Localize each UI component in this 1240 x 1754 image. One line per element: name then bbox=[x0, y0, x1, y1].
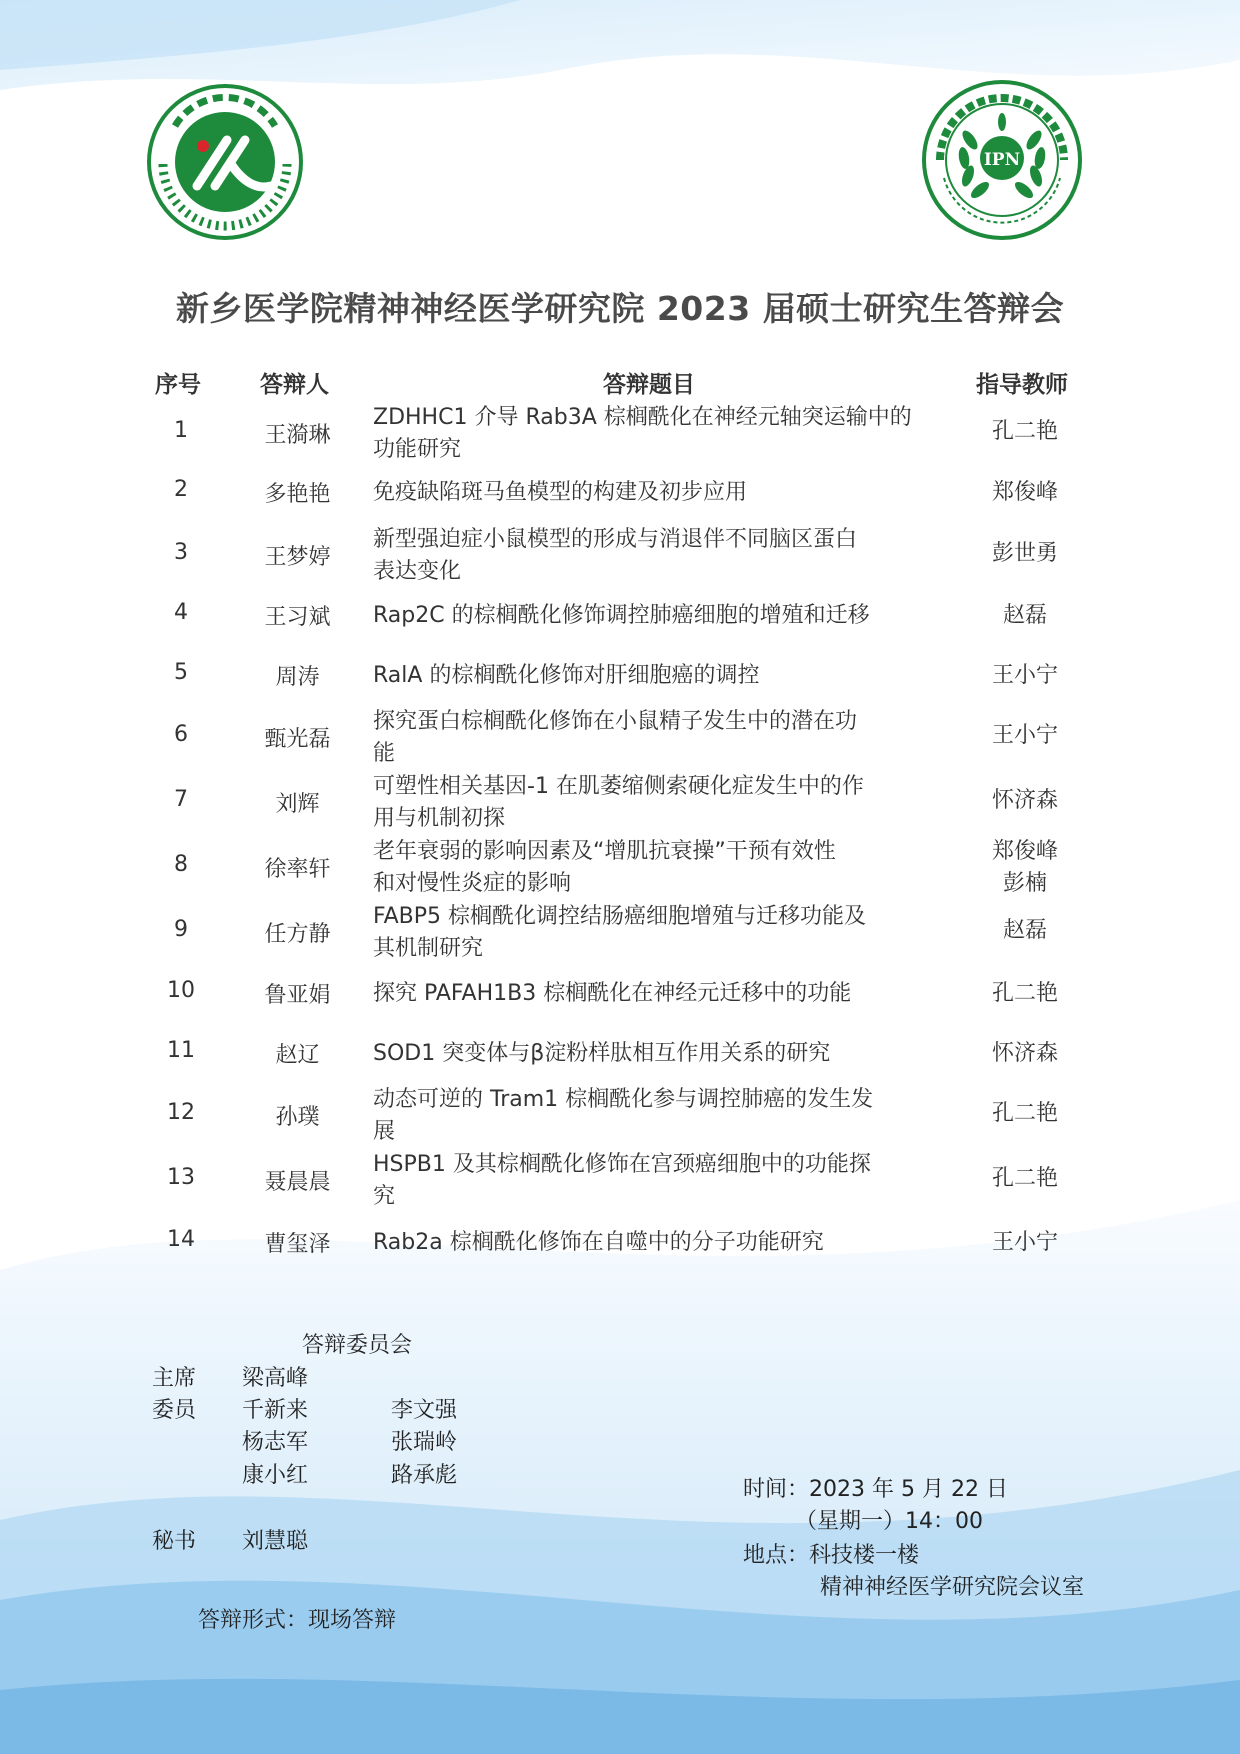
topic-line: 探究 PAFAH1B3 棕榈酰化在神经元迁移中的功能 bbox=[373, 981, 852, 1006]
topic-line: 可塑性相关基因-1 在肌萎缩侧索硬化症发生中的作 bbox=[373, 774, 864, 799]
row-advisor bbox=[960, 660, 1090, 692]
advisor-line: 王小宁 bbox=[991, 663, 1058, 688]
row-topic bbox=[373, 978, 943, 1010]
row-no: 7 bbox=[174, 787, 188, 812]
row-name: 刘辉 bbox=[275, 792, 320, 817]
topic-line: 能 bbox=[373, 741, 396, 766]
topic-line: 表达变化 bbox=[373, 559, 462, 584]
advisor-line: 孔二艳 bbox=[991, 981, 1058, 1006]
advisor-line: 彭楠 bbox=[1002, 871, 1047, 896]
row-no: 14 bbox=[167, 1227, 195, 1252]
topic-line: 免疫缺陷斑马鱼模型的构建及初步应用 bbox=[373, 480, 748, 505]
row-name: 王习斌 bbox=[264, 605, 331, 630]
event-place: 地点：科技楼一楼 bbox=[743, 1543, 920, 1568]
row-topic bbox=[373, 600, 943, 632]
member-name: 杨志军 bbox=[242, 1430, 309, 1455]
secretary-name: 刘慧聪 bbox=[242, 1529, 309, 1554]
row-no: 2 bbox=[174, 477, 188, 502]
topic-line: 用与机制初探 bbox=[373, 806, 506, 831]
header-name: 答辩人 bbox=[260, 372, 329, 398]
row-no: 4 bbox=[174, 600, 188, 625]
row-advisor bbox=[960, 600, 1090, 632]
row-no: 6 bbox=[174, 722, 188, 747]
chair-name: 梁高峰 bbox=[242, 1366, 309, 1391]
topic-line: 动态可逆的 Tram1 棕榈酰化参与调控肺癌的发生发 bbox=[373, 1087, 874, 1112]
row-name: 徐率轩 bbox=[264, 857, 331, 882]
chair-label: 主席 bbox=[152, 1366, 197, 1391]
row-topic bbox=[373, 1038, 943, 1070]
row-topic bbox=[373, 836, 943, 900]
topic-line: RalA 的棕榈酰化修饰对肝细胞癌的调控 bbox=[373, 663, 760, 688]
row-topic bbox=[373, 477, 943, 509]
advisor-line: 王小宁 bbox=[991, 723, 1058, 748]
page-title: 新乡医学院精神神经医学研究院 2023 届硕士研究生答辩会 bbox=[175, 289, 1065, 328]
topic-line: ZDHHC1 介导 Rab3A 棕榈酰化在神经元轴突运输中的 bbox=[373, 405, 912, 430]
member-name: 路承彪 bbox=[391, 1463, 458, 1488]
row-topic bbox=[373, 524, 943, 588]
row-name: 多艳艳 bbox=[264, 482, 331, 507]
topic-line: SOD1 突变体与β淀粉样肽相互作用关系的研究 bbox=[373, 1041, 831, 1066]
row-advisor bbox=[960, 978, 1090, 1010]
row-name: 孙璞 bbox=[275, 1105, 320, 1130]
topic-line: 展 bbox=[373, 1119, 396, 1144]
row-no: 3 bbox=[174, 540, 188, 565]
row-advisor bbox=[960, 416, 1090, 448]
topic-line: 老年衰弱的影响因素及“增肌抗衰操”干预有效性 bbox=[373, 839, 836, 864]
row-name: 甄光磊 bbox=[264, 727, 331, 752]
header-advisor: 指导教师 bbox=[976, 372, 1068, 398]
row-name: 赵辽 bbox=[275, 1043, 320, 1068]
row-name: 聂晨晨 bbox=[264, 1170, 331, 1195]
institute-of-psychiatry-and-neuroscience-logo bbox=[920, 78, 1085, 243]
row-topic bbox=[373, 1149, 943, 1213]
row-advisor bbox=[960, 1098, 1090, 1130]
event-time-weekday: （星期一）14：00 bbox=[795, 1509, 983, 1534]
row-advisor bbox=[960, 836, 1090, 900]
topic-line: Rap2C 的棕榈酰化修饰调控肺癌细胞的增殖和迁移 bbox=[373, 603, 870, 628]
header-no: 序号 bbox=[155, 372, 201, 398]
row-advisor bbox=[960, 1227, 1090, 1259]
advisor-line: 赵磊 bbox=[1002, 603, 1047, 628]
advisor-line: 王小宁 bbox=[991, 1230, 1058, 1255]
row-no: 12 bbox=[167, 1100, 195, 1125]
row-no: 1 bbox=[174, 418, 188, 443]
member-name: 康小红 bbox=[242, 1463, 309, 1488]
row-no: 9 bbox=[174, 917, 188, 942]
advisor-line: 彭世勇 bbox=[991, 541, 1058, 566]
row-advisor bbox=[960, 785, 1090, 817]
row-no: 10 bbox=[167, 978, 195, 1003]
row-name: 王漪琳 bbox=[264, 423, 331, 448]
topic-line: 其机制研究 bbox=[373, 936, 484, 961]
topic-line: 功能研究 bbox=[373, 437, 462, 462]
topic-line: 新型强迫症小鼠模型的形成与消退伴不同脑区蛋白 bbox=[373, 527, 858, 552]
row-topic bbox=[373, 771, 943, 835]
row-no: 8 bbox=[174, 852, 188, 877]
row-advisor bbox=[960, 477, 1090, 509]
row-no: 13 bbox=[167, 1165, 195, 1190]
member-name: 千新来 bbox=[242, 1398, 309, 1423]
row-no: 5 bbox=[174, 660, 188, 685]
topic-line: Rab2a 棕榈酰化修饰在自噬中的分子功能研究 bbox=[373, 1230, 824, 1255]
row-name: 鲁亚娟 bbox=[264, 983, 331, 1008]
advisor-line: 郑俊峰 bbox=[991, 839, 1058, 864]
topic-line: HSPB1 及其棕榈酰化修饰在宫颈癌细胞中的功能探 bbox=[373, 1152, 871, 1177]
row-name: 王梦婷 bbox=[264, 545, 331, 570]
row-name: 曹玺泽 bbox=[264, 1232, 331, 1257]
advisor-line: 孔二艳 bbox=[991, 419, 1058, 444]
event-place-room: 精神神经医学研究院会议室 bbox=[820, 1575, 1085, 1600]
row-topic bbox=[373, 660, 943, 692]
secretary-label: 秘书 bbox=[152, 1529, 197, 1554]
committee-heading: 答辩委员会 bbox=[302, 1333, 413, 1358]
row-topic bbox=[373, 1084, 943, 1148]
topic-line: 探究蛋白棕榈酰化修饰在小鼠精子发生中的潜在功 bbox=[373, 709, 858, 734]
row-advisor bbox=[960, 915, 1090, 947]
topic-line: 究 bbox=[373, 1184, 396, 1209]
defense-format: 答辩形式：现场答辩 bbox=[198, 1608, 397, 1633]
row-advisor bbox=[960, 538, 1090, 570]
ipn-text: IPN bbox=[983, 150, 1021, 170]
advisor-line: 孔二艳 bbox=[991, 1166, 1058, 1191]
xinxiang-medical-university-logo bbox=[145, 82, 305, 242]
row-advisor bbox=[960, 720, 1090, 752]
advisor-line: 怀济森 bbox=[991, 788, 1058, 813]
topic-line: 和对慢性炎症的影响 bbox=[373, 871, 572, 896]
advisor-line: 赵磊 bbox=[1002, 918, 1047, 943]
row-name: 任方静 bbox=[264, 922, 331, 947]
member-name: 张瑞岭 bbox=[391, 1430, 458, 1455]
row-topic bbox=[373, 706, 943, 770]
members-label: 委员 bbox=[152, 1398, 197, 1423]
advisor-line: 郑俊峰 bbox=[991, 480, 1058, 505]
row-advisor bbox=[960, 1163, 1090, 1195]
member-name: 李文强 bbox=[391, 1398, 458, 1423]
row-no: 11 bbox=[167, 1038, 195, 1063]
advisor-line: 孔二艳 bbox=[991, 1101, 1058, 1126]
row-topic bbox=[373, 1227, 943, 1259]
row-advisor bbox=[960, 1038, 1090, 1070]
header-topic: 答辩题目 bbox=[603, 372, 695, 398]
event-time: 时间：2023 年 5 月 22 日 bbox=[743, 1477, 1008, 1502]
row-topic bbox=[373, 402, 943, 466]
topic-line: FABP5 棕榈酰化调控结肠癌细胞增殖与迁移功能及 bbox=[373, 904, 867, 929]
row-topic bbox=[373, 901, 943, 965]
advisor-line: 怀济森 bbox=[991, 1041, 1058, 1066]
row-name: 周涛 bbox=[275, 665, 320, 690]
